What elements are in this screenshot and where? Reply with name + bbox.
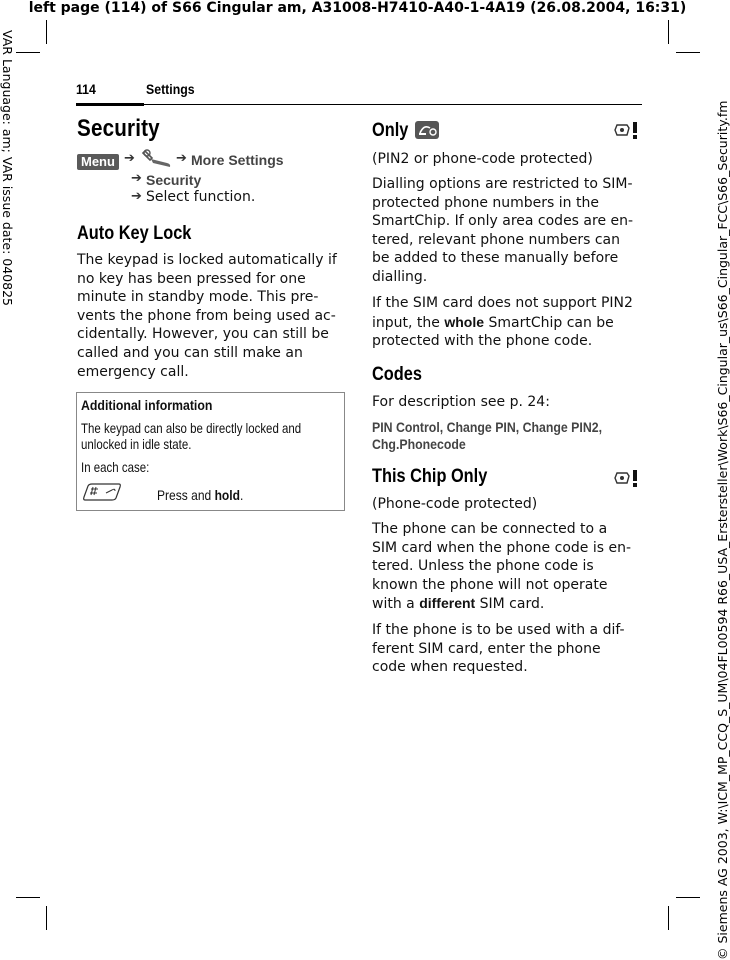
- crop-mark: [668, 906, 669, 930]
- arrow-icon: ➔: [124, 151, 135, 166]
- only-text: Dialling options are restricted to SIM- protected phone numbers in the SmartChip. If only area codes are en- tered, relevant phone numbers can be added to these manually before dialling.: [372, 176, 634, 285]
- arrow-icon: ➔: [176, 151, 187, 166]
- nav-more-settings: More Settings: [191, 152, 284, 168]
- menu-key-badge: Menu: [77, 154, 119, 170]
- wrench-icon: [141, 150, 173, 172]
- heading-this-chip-only: This Chip Only: [372, 466, 488, 487]
- info-box-line: In each case:: [81, 459, 150, 475]
- heading-only: Only: [372, 120, 409, 141]
- heading-codes: Codes: [372, 364, 422, 385]
- this-chip-subtitle: (Phone-code protected): [372, 496, 538, 512]
- page-title: Security: [77, 115, 160, 142]
- nav-security: Security: [146, 172, 202, 188]
- document-header: left page (114) of S66 Cingular am, A31008-H7410-A40-1-4A19 (26.08.2004, 16:31): [28, 0, 687, 16]
- nav-select-function: Select function.: [146, 189, 256, 205]
- codes-text: For description see p. 24:: [372, 394, 550, 410]
- crop-mark: [16, 897, 40, 898]
- header-rule-thick: [76, 103, 144, 106]
- heading-auto-key-lock: Auto Key Lock: [77, 223, 192, 244]
- running-head: Settings: [146, 81, 195, 97]
- phonebook-lock-icon: [414, 120, 440, 144]
- only-subtitle: (PIN2 or phone-code protected): [372, 151, 593, 167]
- info-box-title: Additional information: [81, 397, 213, 413]
- info-box-action: Press and hold.: [157, 487, 244, 503]
- crop-mark: [676, 52, 700, 53]
- codes-list: PIN Control, Change PIN, Change PIN2,: [372, 419, 602, 435]
- arrow-icon: ➔: [131, 189, 142, 204]
- page-number: 114: [76, 81, 96, 97]
- menu-path: [77, 151, 119, 169]
- only-text-2: If the SIM card does not support PIN2 input, the whole SmartChip can be protected with the phone code.: [372, 295, 633, 350]
- info-box-line: unlocked in idle state.: [81, 436, 192, 452]
- provider-info-icon: [614, 468, 640, 492]
- this-chip-text: The phone can be connected to a SIM card when the phone code is en- tered. Unless the phone code is known the phone will not operate with a different SIM card.: [372, 521, 631, 613]
- crop-mark: [676, 897, 700, 898]
- info-box-line: The keypad can also be directly locked and: [81, 420, 302, 436]
- crop-mark: [668, 20, 669, 44]
- side-note-left: VAR Language: am; VAR issue date: 040825: [0, 30, 15, 306]
- crop-mark: [46, 906, 47, 930]
- this-chip-text-2: If the phone is to be used with a dif- ferent SIM card, enter the phone code when requested.: [372, 622, 625, 676]
- hash-key-icon: [82, 482, 122, 506]
- provider-info-icon: [614, 120, 640, 144]
- crop-mark: [16, 52, 40, 53]
- arrow-icon: ➔: [131, 171, 142, 186]
- auto-key-lock-text: The keypad is locked automatically if no key has been pressed for one minute in standby mode. This pre- vents the phone from being used ac- cidentally. However, you can still be called and you can still make an emergency call.: [77, 252, 337, 380]
- side-note-right: © Siemens AG 2003, W:\ICM_MP_CCQ_S_UM\04FL00594 R66_USA_Erstersteller\Work\S66_Cingular_us\S66_Cingular_FCC\S66_Security.fm: [715, 100, 730, 960]
- codes-list: Chg.Phonecode: [372, 436, 466, 452]
- crop-mark: [46, 20, 47, 44]
- header-rule: [144, 104, 642, 105]
